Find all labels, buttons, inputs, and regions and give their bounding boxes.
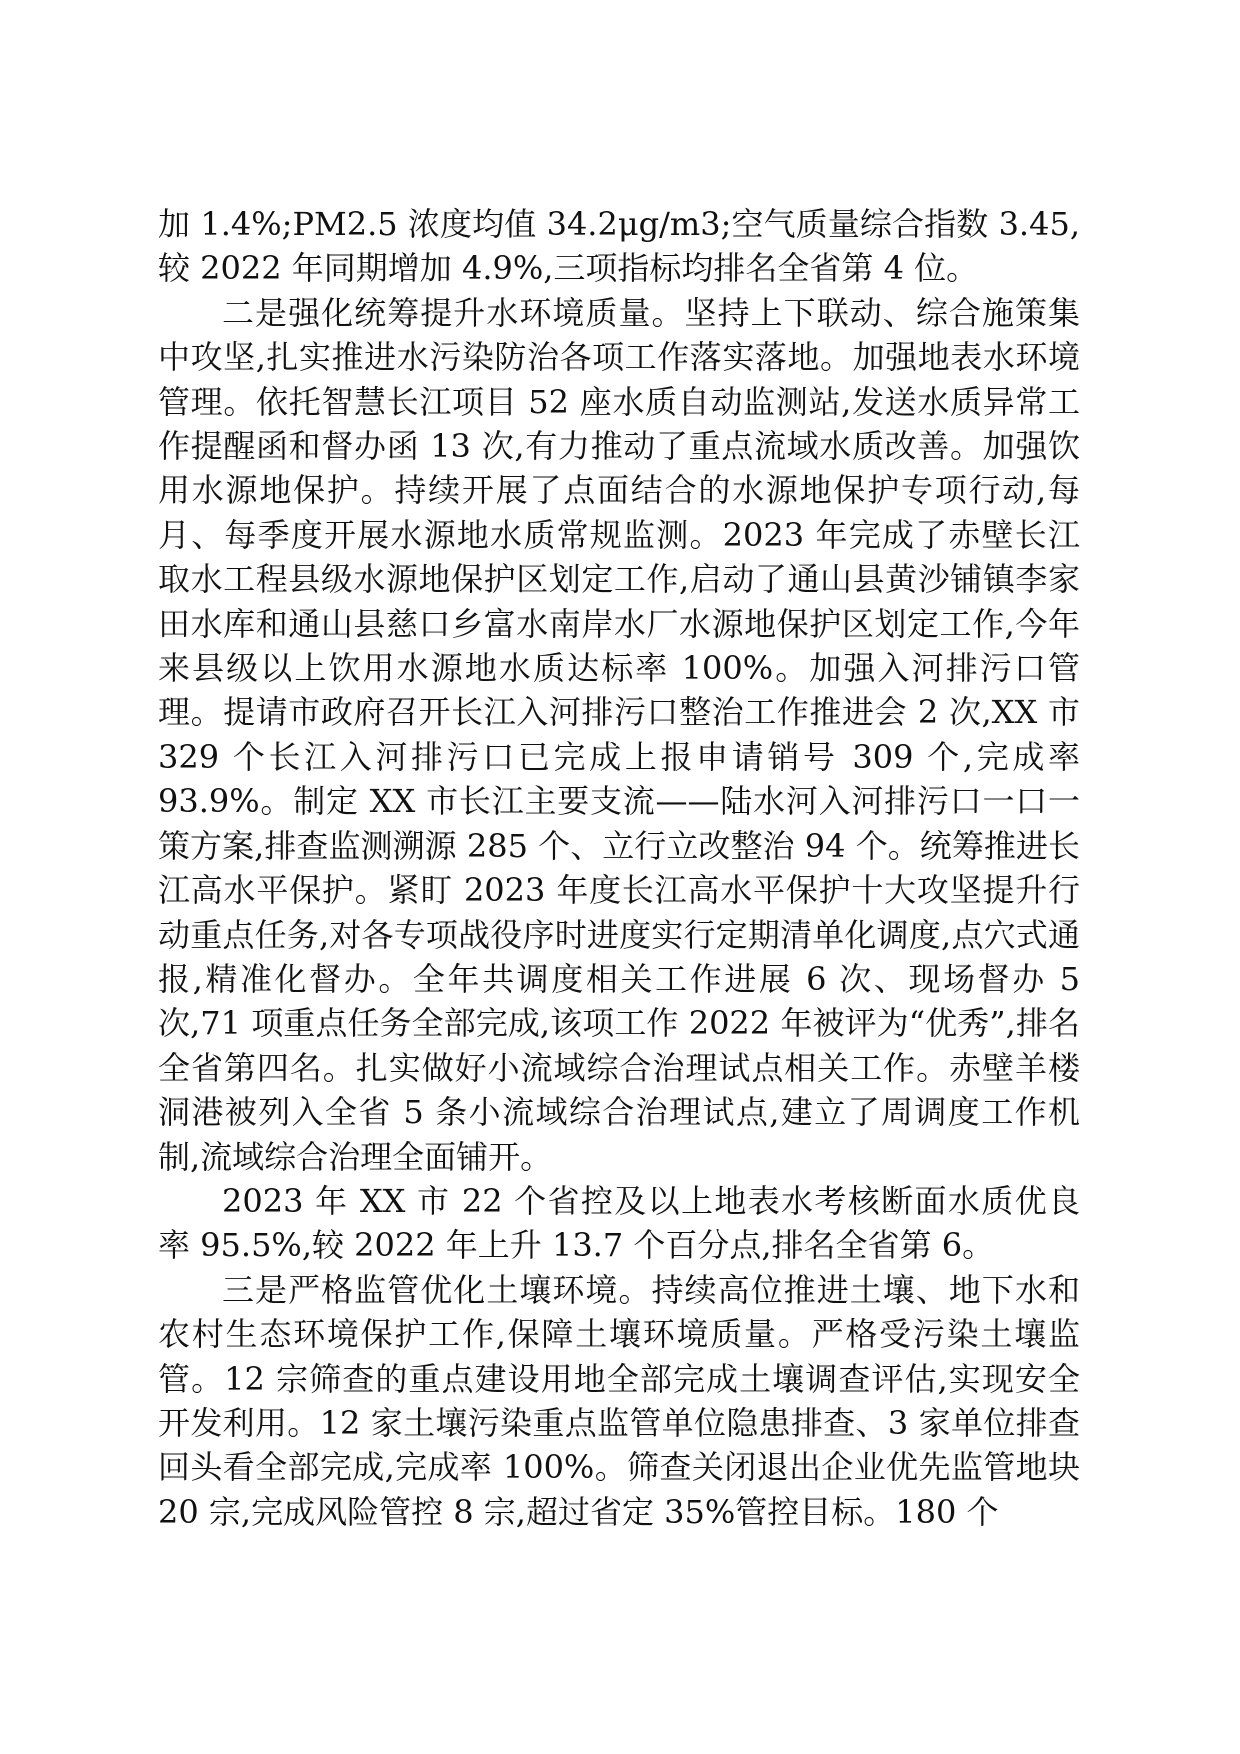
document-body	[158, 202, 1080, 1534]
paragraph-soil-environment: 三是严格监管优化土壤环境。持续高位推进土壤、地下水和农村生态环境保护工作,保障土壤环境质量。严格受污染土壤监管。12 宗筛查的重点建设用地全部完成土壤调查评估,实现安全开发利用。12 家土壤污染重点监管单位隐患排查、3 家单位排查回头看全部完成,完成率 100%。筛查关闭退出企业优先监管地块 20 宗,完成风险管控 8 宗,超过省定 35%管控目标。180 个	[158, 1270, 1080, 1531]
paragraph-water-quality-result: 2023 年 XX 市 22 个省控及以上地表水考核断面水质优良率 95.5%,较 2022 年上升 13.7 个百分点,排名全省第 6。	[158, 1181, 1080, 1265]
paragraph-water-environment: 二是强化统筹提升水环境质量。坚持上下联动、综合施策集中攻坚,扎实推进水污染防治各项工作落实落地。加强地表水环境管理。依托智慧长江项目 52 座水质自动监测站,发送水质异常工作提醒函和督办函 13 次,有力推动了重点流域水质改善。加强饮用水源地保护。持续开展了点面结合的水源地保护专项行动,每月、每季度开展水源地水质常规监测。2023 年完成了赤壁长江取水工程县级水源地保护区划定工作,启动了通山县黄沙铺镇李家田水库和通山县慈口乡富水南岸水厂水源地保护区划定工作,今年来县级以上饮用水源地水质达标率 100%。加强入河排污口管理。提请市政府召开长江入河排污口整治工作推进会 2 次,XX 市 329 个长江入河排污口已完成上报申请销号 309 个,完成率 93.9%。制定 XX 市长江主要支流——陆水河入河排污口一口一策方案,排查监测溯源 285 个、立行立改整治 94 个。统筹推进长江高水平保护。紧盯 2023 年度长江高水平保护十大攻坚提升行动重点任务,对各专项战役序时进度实行定期清单化调度,点穴式通报,精准化督办。全年共调度相关工作进展 6 次、现场督办 5 次,71 项重点任务全部完成,该项工作 2022 年被评为“优秀”,排名全省第四名。扎实做好小流域综合治理试点相关工作。赤壁羊楼洞港被列入全省 5 条小流域综合治理试点,建立了周调度工作机制,流域综合治理全面铺开。	[158, 293, 1080, 1176]
paragraph-air-quality-continuation: 加 1.4%;PM2.5 浓度均值 34.2μg/m3;空气质量综合指数 3.45,较 2022 年同期增加 4.9%,三项指标均排名全省第 4 位。	[158, 205, 1080, 288]
